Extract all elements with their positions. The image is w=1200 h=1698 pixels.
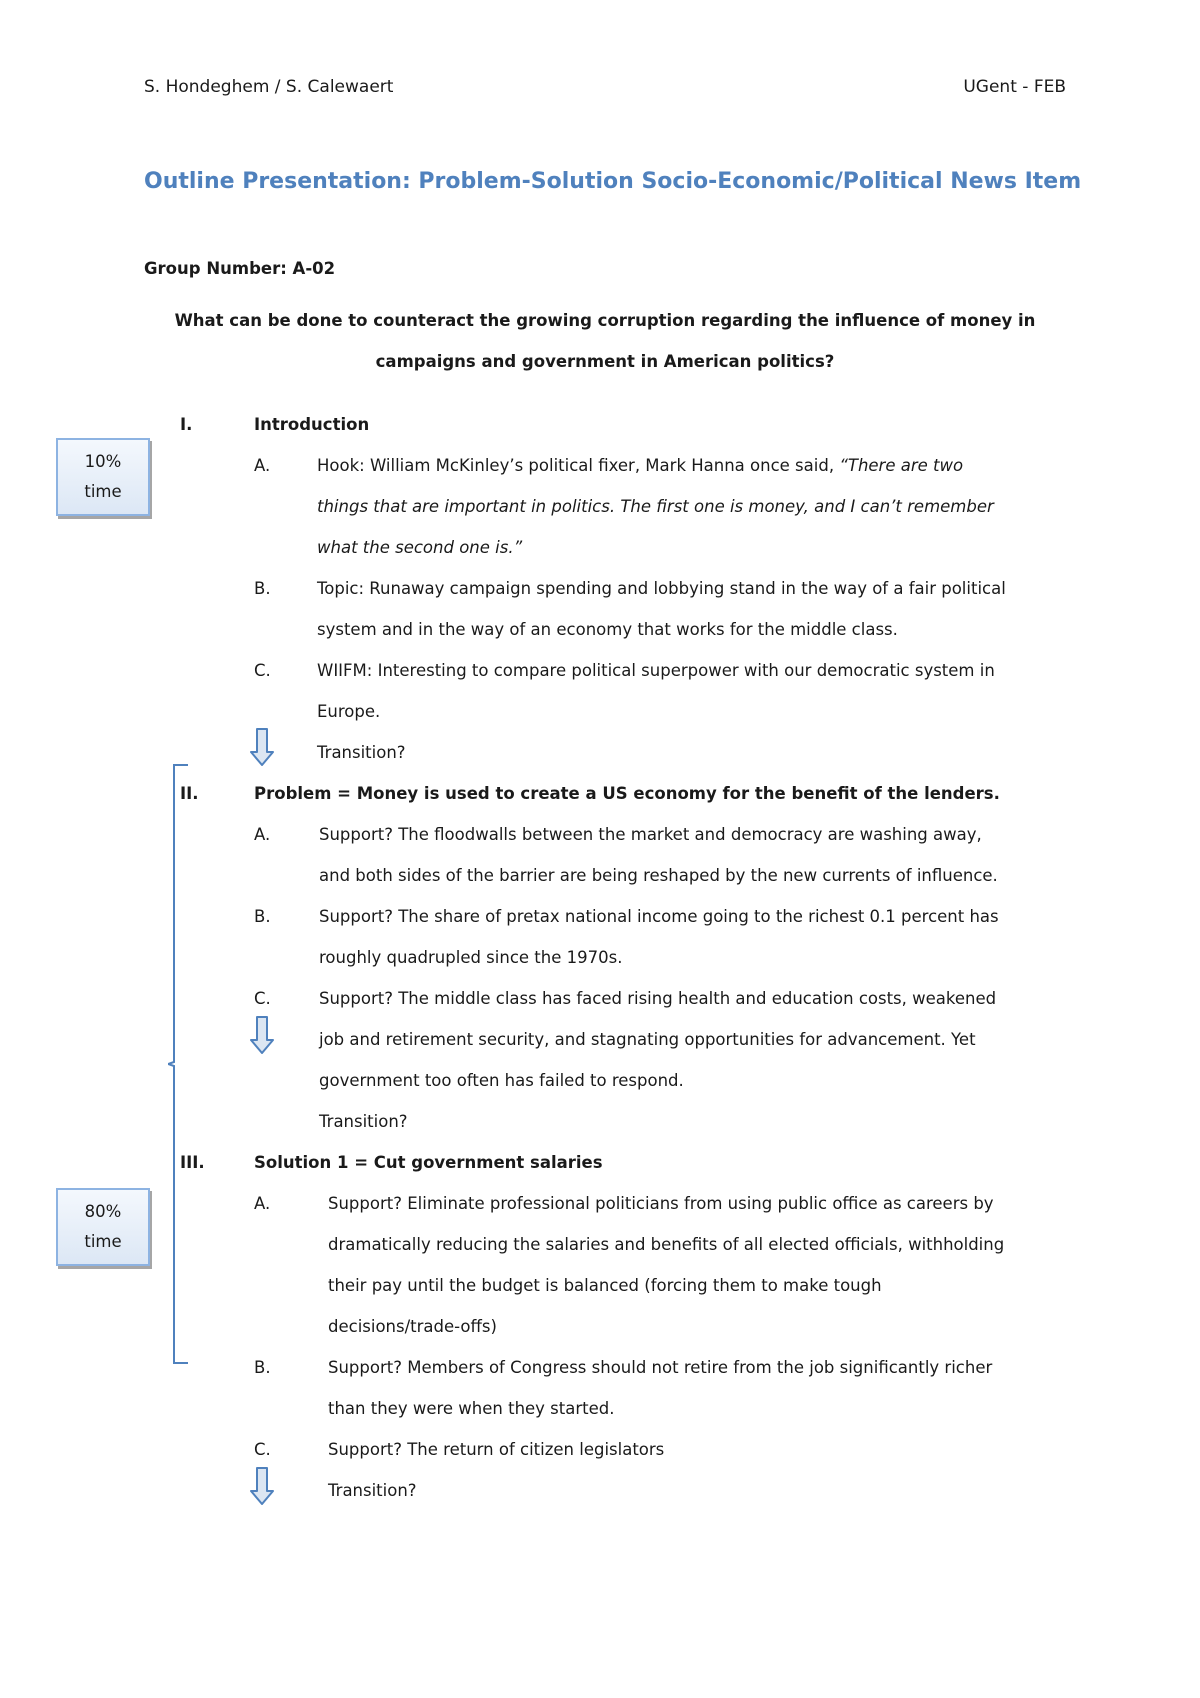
down-arrow-icon <box>250 1016 274 1054</box>
page-title: Outline Presentation: Problem-Solution Socio-Economic/Political News Item <box>144 169 1082 194</box>
item-1a-text: Hook: William McKinley’s political fixer, Mark Hanna once said, <box>317 456 840 475</box>
item-2c-line-2: job and retirement security, and stagnating opportunities for advancement. Yet <box>319 1030 976 1049</box>
item-3b-label: B. <box>254 1358 271 1377</box>
item-3b-line-1: Support? Members of Congress should not retire from the job significantly richer <box>328 1358 993 1377</box>
item-1c-line-1: WIIFM: Interesting to compare political superpower with our democratic system in <box>317 661 995 680</box>
item-3a-line-1: Support? Eliminate professional politicians from using public office as careers by <box>328 1194 994 1213</box>
item-1c-line-2: Europe. <box>317 702 381 721</box>
item-2b-line-2: roughly quadrupled since the 1970s. <box>319 948 623 967</box>
item-1b-line-2: system and in the way of an economy that works for the middle class. <box>317 620 898 639</box>
item-1a-line-3: what the second one is.” <box>317 538 523 557</box>
section-3-transition: Transition? <box>328 1481 417 1500</box>
item-1a-line-1 <box>317 455 963 477</box>
item-3a-label: A. <box>254 1194 271 1213</box>
section-3-heading: Solution 1 = Cut government salaries <box>254 1153 603 1172</box>
section-2-number: II. <box>180 784 199 803</box>
item-1c-label: C. <box>254 661 271 680</box>
item-1b-line-1: Topic: Runaway campaign spending and lobbying stand in the way of a fair political <box>317 579 1006 598</box>
item-1b-label: B. <box>254 579 271 598</box>
item-1a-line-2: things that are important in politics. The first one is money, and I can’t remember <box>317 497 994 516</box>
question-line-2: campaigns and government in American politics? <box>375 352 835 371</box>
item-2a-label: A. <box>254 825 271 844</box>
item-3a-line-2: dramatically reducing the salaries and benefits of all elected officials, withholding <box>328 1235 1005 1254</box>
group-number: Group Number: A-02 <box>144 259 336 278</box>
down-arrow-icon <box>250 1467 274 1505</box>
item-3c-line-1: Support? The return of citizen legislators <box>328 1440 665 1459</box>
header-institution: UGent - FEB <box>963 77 1066 97</box>
time-box-label: time <box>84 1232 122 1251</box>
item-2c-line-3: government too often has failed to respond. <box>319 1071 684 1090</box>
time-box-80 <box>56 1188 150 1266</box>
section-1-heading: Introduction <box>254 415 370 434</box>
section-2-heading: Problem = Money is used to create a US economy for the benefit of the lenders. <box>254 784 1000 803</box>
item-2c-label: C. <box>254 989 271 1008</box>
item-2b-label: B. <box>254 907 271 926</box>
bracket-icon <box>168 764 196 1364</box>
item-1a-quote: “There are two <box>839 456 964 475</box>
time-box-pct: 80% <box>84 1202 122 1221</box>
section-1-number: I. <box>180 415 193 434</box>
item-2a-line-1: Support? The floodwalls between the market and democracy are washing away, <box>319 825 982 844</box>
section-2-transition: Transition? <box>319 1112 408 1131</box>
header-authors: S. Hondeghem / S. Calewaert <box>144 77 394 97</box>
item-2a-line-2: and both sides of the barrier are being reshaped by the new currents of influence. <box>319 866 998 885</box>
down-arrow-icon <box>250 728 274 766</box>
section-3-number: III. <box>180 1153 205 1172</box>
item-3a-line-3: their pay until the budget is balanced (forcing them to make tough <box>328 1276 882 1295</box>
item-2b-line-1: Support? The share of pretax national income going to the richest 0.1 percent has <box>319 907 999 926</box>
item-2c-line-1: Support? The middle class has faced rising health and education costs, weakened <box>319 989 997 1008</box>
item-1a-label: A. <box>254 456 271 475</box>
time-box-pct: 10% <box>84 452 122 471</box>
time-box-label: time <box>84 482 122 501</box>
section-1-transition: Transition? <box>317 743 406 762</box>
question-line-1: What can be done to counteract the growing corruption regarding the influence of money in <box>174 311 1036 330</box>
item-3a-line-4: decisions/trade-offs) <box>328 1317 497 1336</box>
time-box-10 <box>56 438 150 516</box>
item-3c-label: C. <box>254 1440 271 1459</box>
item-3b-line-2: than they were when they started. <box>328 1399 615 1418</box>
